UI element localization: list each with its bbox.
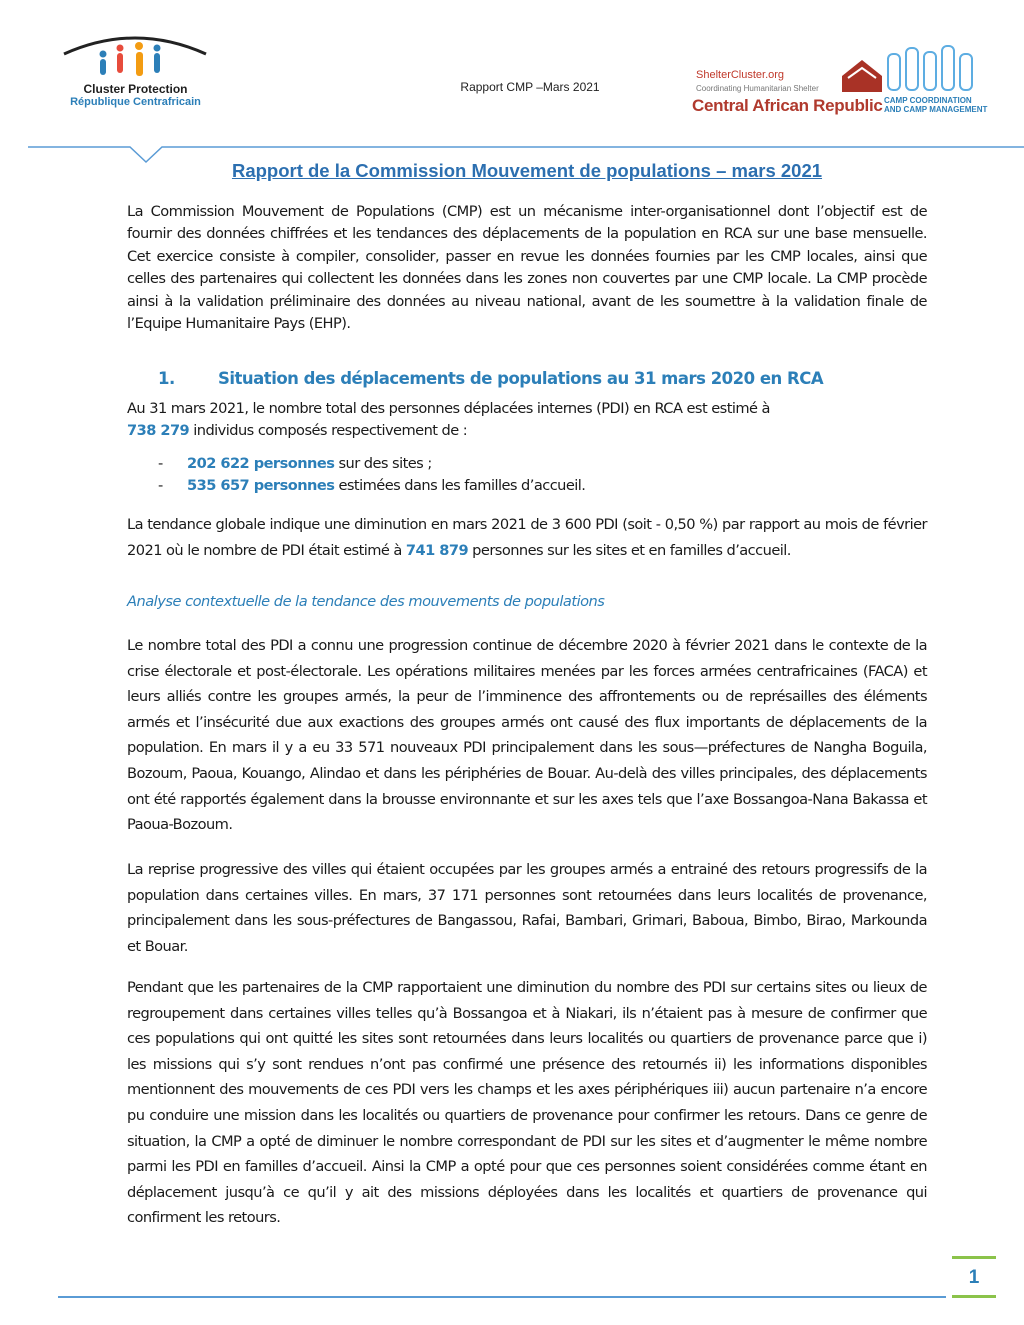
cccm-label	[884, 96, 987, 114]
shelter-cluster-logo	[688, 40, 988, 120]
shelter-cluster-tagline: Coordinating Humanitarian Shelter	[696, 84, 819, 93]
cccm-line-1: CAMP COORDINATION	[884, 96, 972, 105]
trend-text: La tendance globale indique une diminution en mars 2021 de 3 600 PDI (soit - 0,50 %) par rapport au mois de février 2021 où le nombre de PDI était estimé à	[127, 516, 927, 559]
page-number: 1	[968, 1267, 980, 1288]
cluster-protection-logo	[58, 32, 213, 112]
bullet-value: 535 657 personnes	[187, 477, 335, 494]
lead-total-value: 738 279	[127, 422, 190, 440]
section-1-heading	[158, 369, 823, 388]
section-number: 1.	[158, 369, 175, 388]
page-title: Rapport de la Commission Mouvement de populations – mars 2021	[231, 160, 823, 181]
footer-divider	[58, 1296, 946, 1298]
analysis-paragraph-2: La reprise progressive des villes qui étaient occupées par les groupes armés a entrainé des retours progressifs de la population dans certaines villes. En mars, 37 171 personnes sont retournées dans leurs localités de provenance, principalement dans les sous-préfectures de Bangassou, Rafai, Bambari, Grimari, Baboua, Bimbo, Birao, Markounda et Bouar.	[127, 861, 927, 955]
bullet-text: sur des sites ;	[334, 455, 432, 472]
trend-paragraph	[127, 512, 927, 563]
lead-text: Au 31 mars 2021, le nombre total des personnes déplacées internes (PDI) en RCA est estimé à	[127, 400, 770, 417]
camp-people-icon	[884, 42, 984, 94]
cccm-line-2: AND CAMP MANAGEMENT	[884, 105, 988, 114]
header-report-label: Rapport CMP –Mars 2021	[460, 80, 600, 94]
cluster-protection-title: Cluster Protection	[83, 82, 188, 96]
bullet-text: estimées dans les familles d’accueil.	[334, 477, 586, 494]
shelter-cluster-site: ShelterCluster.org	[696, 69, 785, 81]
list-item	[158, 455, 432, 472]
analysis-subheading: Analyse contextuelle de la tendance des mouvements de populations	[127, 593, 605, 610]
analysis-paragraph-1: Le nombre total des PDI a connu une progression continue de décembre 2020 à février 2021 dans le contexte de la crise électorale et post-électorale. Les opérations militaires menées par les forces armées centrafricaines (FACA) et leurs alliés contre les groupes armés, la peur de l’imminence des affrontements ou de représailles des éléments armés et l’insécurité due aux exactions des groupes armés ont causé des flux importants de déplacements de la population. En mars il y a eu 33 571 nouveaux PDI principalement dans les sous—préfectures de Nangha Boguila, Bozoum, Paoua, Kouango, Alindao et dans les périphéries de Bouar. Au-delà des villes principales, des déplacements ont été rapportés également dans la brousse environnante et sur les axes tels que l’axe Bossangoa-Nana Bakassa et Paoua-Bozoum.	[127, 637, 927, 834]
shelter-house-icon	[838, 54, 886, 94]
trend-text-2: personnes sur les sites et en familles d’accueil.	[468, 541, 791, 559]
cluster-protection-subtitle: République Centrafricain	[70, 96, 201, 108]
bullet-dash: -	[158, 477, 163, 494]
page-number-bottom-rule	[952, 1295, 996, 1298]
trend-value: 741 879	[405, 541, 469, 559]
intro-paragraph: La Commission Mouvement de Populations (CMP) est un mécanisme inter-organisationnel dont l’objectif est de fournir des données chiffrées et les tendances des déplacements de la population en RCA sur une base mensuelle. Cet exercice consiste à compiler, consolider, passer en revue les données fournies par les CMP locales, ainsi que celles des partenaires qui collectent les données dans les zones non couvertes par une CMP locale. La CMP procède ainsi à la validation préliminaire des données au niveau national, avant de les soumettre à la validation finale de l’Equipe Humanitaire Pays (EHP).	[127, 203, 927, 333]
section-1-lead	[127, 398, 927, 443]
analysis-paragraph-3: Pendant que les partenaires de la CMP rapportaient une diminution du nombre des PDI sur certains sites ou lieux de regroupement dans certaines villes telles qu’à Bossangoa et à Niakari, ils n’étaient pas à mesure de confirmer que ces populations qui ont quitté les sites sont retournées dans leurs localités ou quartiers de provenance parce que i) les missions qui s’y sont rendues n’ont pas confirmé une présence des retournés ii) les informations disponibles mentionnent des mouvements de ces PDI vers les champs et les axes périphériques iii) aucun partenaire n’a encore pu conduire une mission dans les localités ou quartiers de provenance pour confirmer les retours. Dans ce genre de situation, la CMP a opté de diminuer le nombre correspondant de PDI sur les sites et d’augmenter le même nombre parmi les PDI en familles d’accueil. Ainsi la CMP a opté pour que ces personnes soient considérées comme étant en déplacement jusqu’à ce qu’il y ait des missions déployées dans les localités et quartiers de provenance qui confirment les retours.	[127, 979, 927, 1227]
cluster-protection-emblem-icon	[58, 32, 213, 84]
list-item	[158, 477, 585, 494]
shelter-cluster-country: Central African Republic	[692, 96, 883, 115]
bullet-value: 202 622 personnes	[187, 455, 335, 472]
lead-text-2: individus composés respectivement de :	[189, 422, 468, 440]
bullet-dash: -	[158, 455, 163, 472]
section-title: Situation des déplacements de populations au 31 mars 2020 en RCA	[218, 369, 824, 388]
